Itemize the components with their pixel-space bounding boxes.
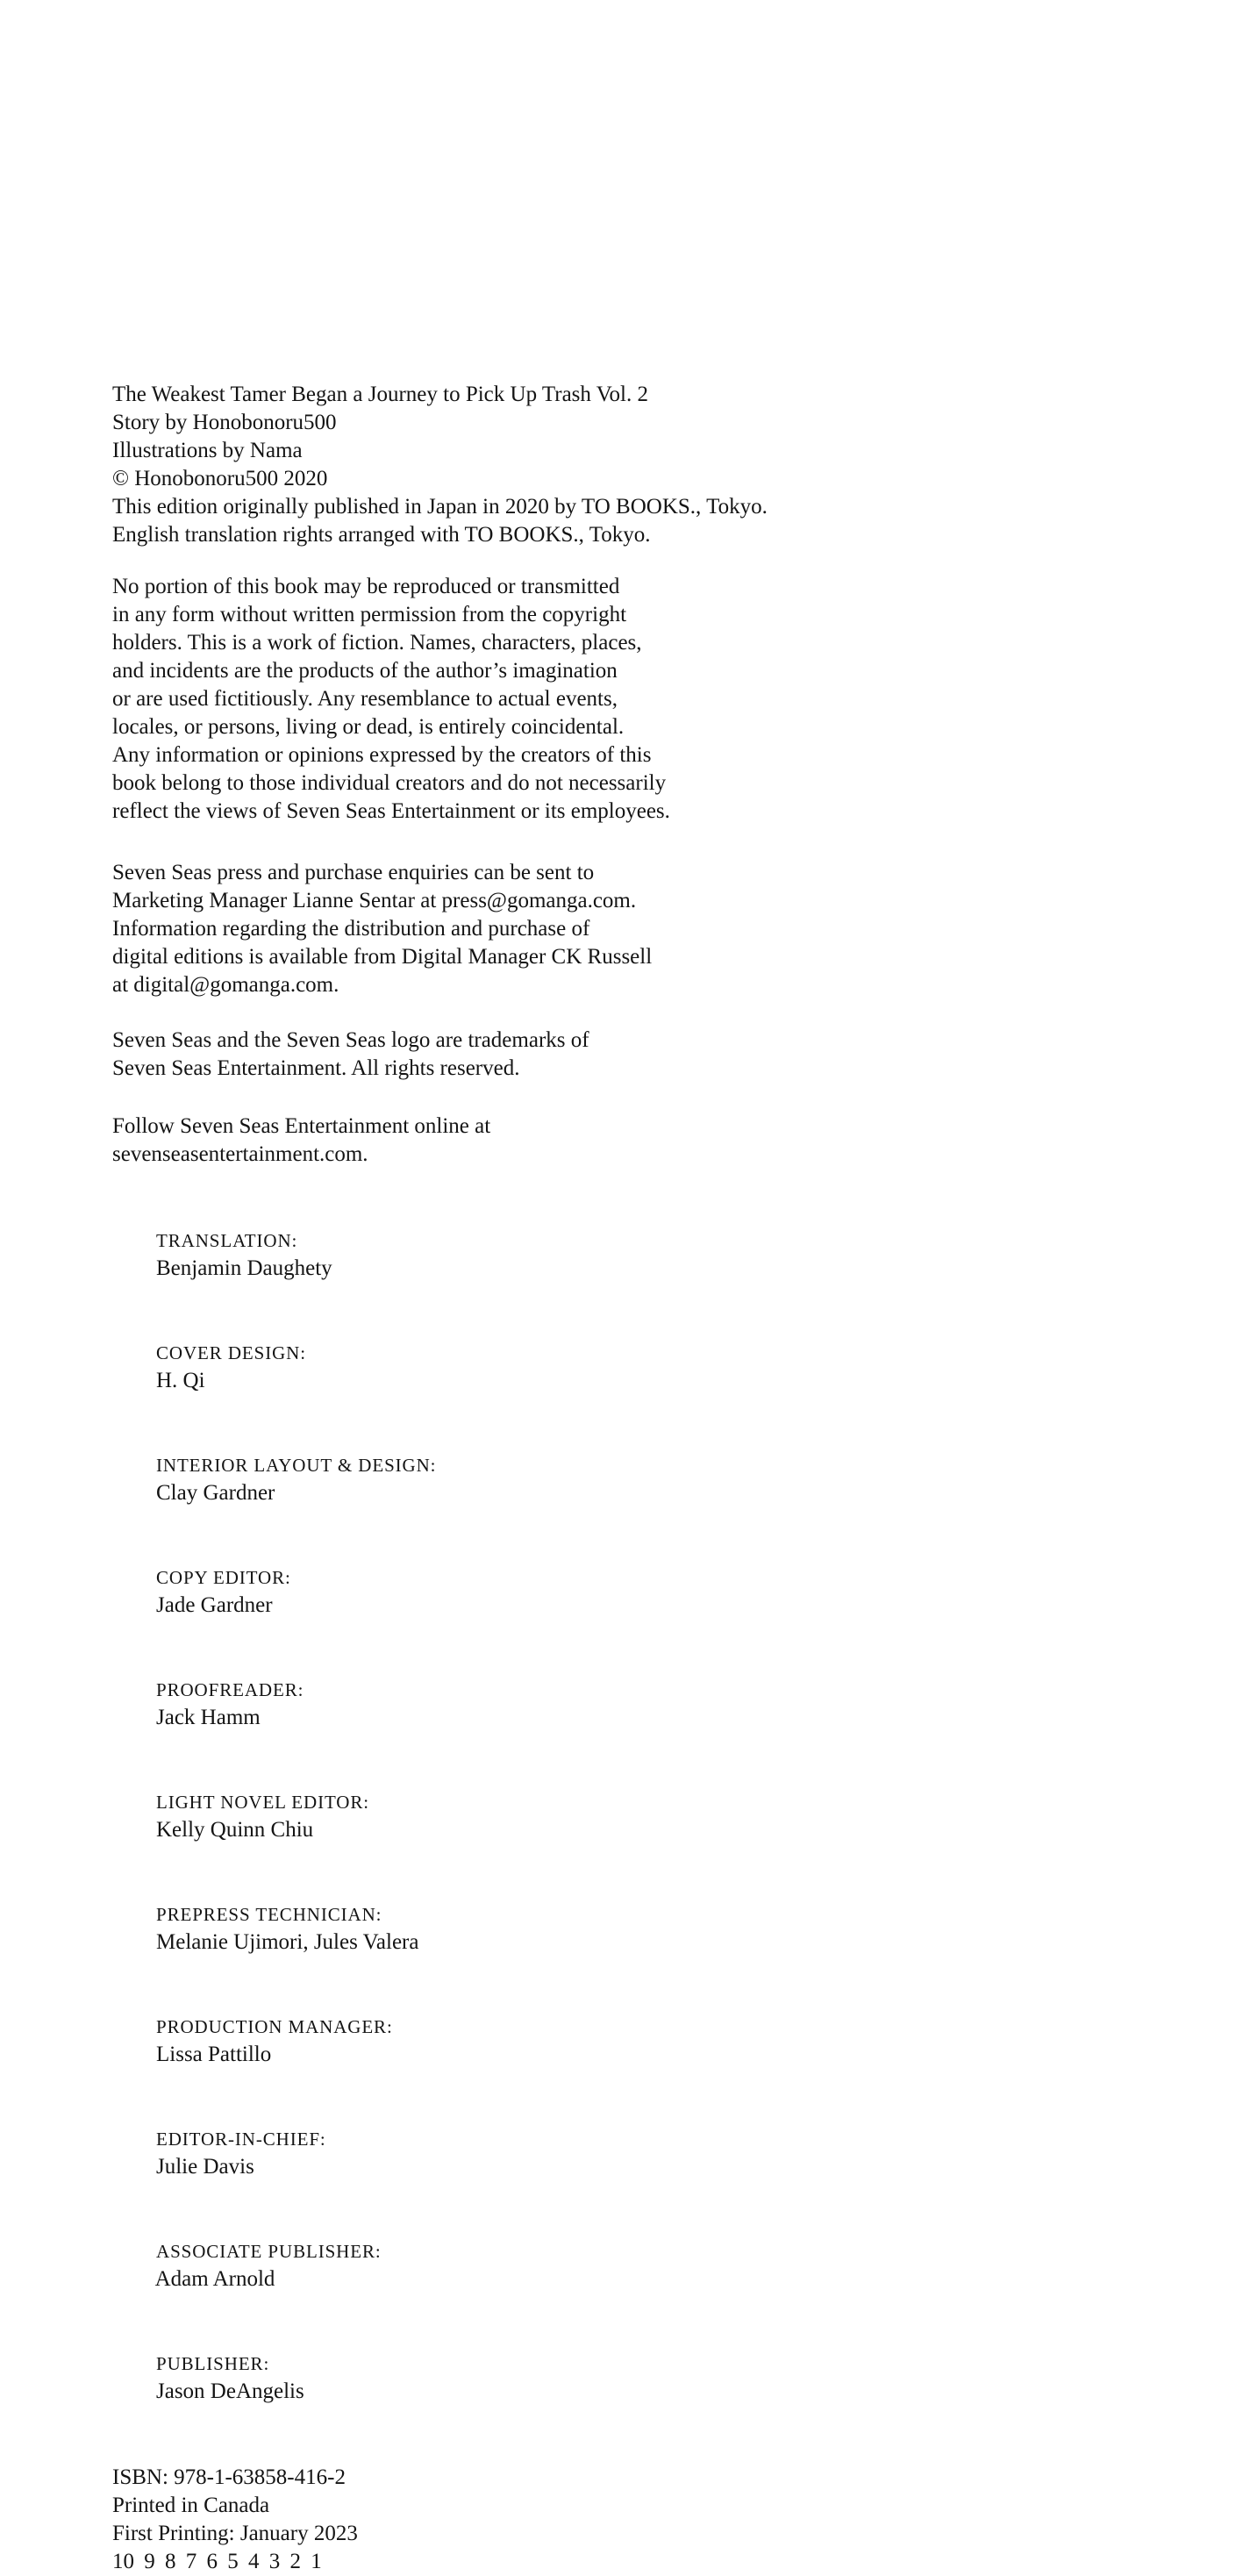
staff-credit-line bbox=[112, 1199, 867, 1311]
staff-credit-line bbox=[112, 1760, 867, 1872]
staff-credits-block bbox=[112, 1199, 867, 2434]
colophon-line: at digital@gomanga.com. bbox=[112, 973, 339, 997]
follow-online-block bbox=[112, 1113, 867, 1169]
colophon-line: No portion of this book may be reproduced or transmitted bbox=[112, 575, 620, 598]
colophon-line: Marketing Manager Lianne Sentar at press@gomanga.com. bbox=[112, 889, 637, 912]
staff-credit-line bbox=[112, 1872, 867, 1985]
staff-credit-line bbox=[112, 2097, 867, 2209]
staff-role-label: PREPRESS TECHNICIAN: bbox=[156, 1904, 382, 1925]
staff-credit-line bbox=[112, 2209, 867, 2322]
rights-notice-block bbox=[112, 573, 867, 826]
staff-role-label: LIGHT NOVEL EDITOR: bbox=[156, 1792, 370, 1813]
colophon-line: Printed in Canada bbox=[112, 2494, 270, 2517]
colophon-line: © Honobonoru500 2020 bbox=[112, 467, 328, 490]
staff-role-label: ASSOCIATE PUBLISHER: bbox=[156, 2241, 382, 2262]
staff-role-label: PROOFREADER: bbox=[156, 1679, 304, 1700]
colophon-line: sevenseasentertainment.com. bbox=[112, 1142, 368, 1166]
staff-name: Clay Gardner bbox=[156, 1481, 275, 1505]
staff-credit-line bbox=[112, 2322, 867, 2434]
staff-credit-line bbox=[112, 1535, 867, 1648]
colophon-line: Seven Seas Entertainment. All rights reserved. bbox=[112, 1056, 520, 1080]
contact-info-block bbox=[112, 859, 867, 999]
staff-name: Lissa Pattillo bbox=[156, 2043, 272, 2066]
colophon-line: Seven Seas and the Seven Seas logo are trademarks of bbox=[112, 1028, 589, 1052]
colophon-line: digital editions is available from Digital Manager CK Russell bbox=[112, 945, 653, 969]
colophon-line: locales, or persons, living or dead, is entirely coincidental. bbox=[112, 715, 625, 739]
staff-role-label: COPY EDITOR: bbox=[156, 1567, 291, 1588]
staff-credit-line bbox=[112, 1311, 867, 1423]
staff-name: Benjamin Daughety bbox=[156, 1256, 332, 1280]
staff-name: Jack Hamm bbox=[156, 1706, 261, 1729]
colophon-line: This edition originally published in Japan in 2020 by TO BOOKS., Tokyo. bbox=[112, 495, 768, 519]
colophon-line: and incidents are the products of the author’s imagination bbox=[112, 659, 618, 683]
colophon-line: or are used fictitiously. Any resemblance to actual events, bbox=[112, 687, 618, 711]
staff-name: Adam Arnold bbox=[154, 2267, 275, 2291]
colophon-line: English translation rights arranged with TO BOOKS., Tokyo. bbox=[112, 523, 651, 547]
staff-role-label: COVER DESIGN: bbox=[156, 1342, 306, 1363]
colophon-line: Information regarding the distribution and purchase of bbox=[112, 917, 590, 941]
colophon-line: in any form without written permission from the copyright bbox=[112, 603, 627, 626]
staff-role-label: PUBLISHER: bbox=[156, 2353, 270, 2374]
colophon-line: holders. This is a work of fiction. Names, characters, places, bbox=[112, 631, 642, 655]
printing-info-block bbox=[112, 2464, 867, 2576]
colophon-line: 10 9 8 7 6 5 4 3 2 1 bbox=[112, 2550, 322, 2573]
staff-role-label: TRANSLATION: bbox=[156, 1230, 298, 1251]
staff-role-label: EDITOR-IN-CHIEF: bbox=[156, 2129, 326, 2150]
staff-name: Jason DeAngelis bbox=[156, 2379, 304, 2403]
colophon-line: reflect the views of Seven Seas Entertainment or its employees. bbox=[112, 799, 670, 823]
colophon-line: Illustrations by Nama bbox=[112, 439, 303, 462]
staff-name: Melanie Ujimori, Jules Valera bbox=[156, 1930, 419, 1954]
colophon-line: The Weakest Tamer Began a Journey to Pick Up Trash Vol. 2 bbox=[112, 383, 648, 406]
edition-info-block bbox=[112, 381, 867, 549]
staff-role-label: INTERIOR LAYOUT & DESIGN: bbox=[156, 1455, 437, 1476]
staff-credit-line bbox=[112, 1985, 867, 2097]
colophon-text-block bbox=[112, 381, 867, 2576]
trademark-notice-block bbox=[112, 1027, 867, 1083]
colophon-line: ISBN: 978-1-63858-416-2 bbox=[112, 2465, 346, 2489]
colophon-line: Follow Seven Seas Entertainment online at bbox=[112, 1114, 491, 1138]
colophon-line: Seven Seas press and purchase enquiries can be sent to bbox=[112, 861, 595, 884]
staff-credit-line bbox=[112, 1423, 867, 1535]
staff-name: Julie Davis bbox=[156, 2155, 254, 2179]
colophon-line: Any information or opinions expressed by the creators of this bbox=[112, 743, 652, 767]
staff-name: Jade Gardner bbox=[156, 1593, 273, 1617]
colophon-line: Story by Honobonoru500 bbox=[112, 411, 337, 434]
colophon-line: First Printing: January 2023 bbox=[112, 2522, 358, 2545]
staff-credit-line bbox=[112, 1648, 867, 1760]
staff-name: H. Qi bbox=[156, 1369, 205, 1392]
staff-name: Kelly Quinn Chiu bbox=[156, 1818, 314, 1842]
staff-role-label: PRODUCTION MANAGER: bbox=[156, 2016, 393, 2037]
colophon-line: book belong to those individual creators and do not necessarily bbox=[112, 771, 667, 795]
